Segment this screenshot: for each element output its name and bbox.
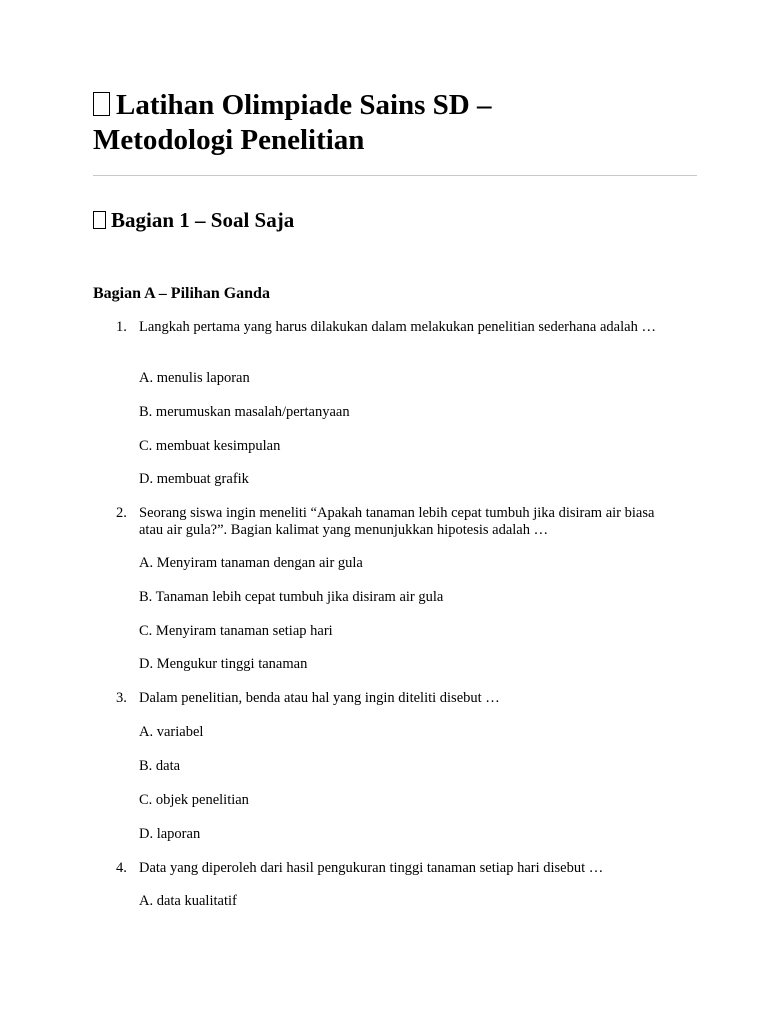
question-number: 4. bbox=[116, 860, 127, 876]
section-heading bbox=[93, 207, 294, 233]
unknown-glyph-icon bbox=[93, 211, 106, 229]
title-line-1: Latihan Olimpiade Sains SD – bbox=[116, 89, 492, 121]
option-2c: C. Menyiram tanaman setiap hari bbox=[139, 623, 333, 639]
option-2d: D. Mengukur tinggi tanaman bbox=[139, 656, 308, 672]
question-text: Dalam penelitian, benda atau hal yang ingin diteliti disebut … bbox=[139, 690, 500, 706]
option-1b: B. merumuskan masalah/pertanyaan bbox=[139, 404, 350, 420]
option-3d: D. laporan bbox=[139, 826, 201, 842]
option-3c: C. objek penelitian bbox=[139, 792, 249, 808]
question-number: 1. bbox=[116, 319, 127, 335]
question-number: 3. bbox=[116, 690, 127, 706]
option-2b: B. Tanaman lebih cepat tumbuh jika disiram air gula bbox=[139, 589, 444, 605]
title-line-2: Metodologi Penelitian bbox=[93, 124, 365, 156]
option-3b: B. data bbox=[139, 758, 181, 774]
page-title bbox=[93, 88, 697, 158]
section-heading-text: Bagian 1 – Soal Saja bbox=[111, 208, 295, 232]
option-3a: A. variabel bbox=[139, 724, 204, 740]
question-number: 2. bbox=[116, 505, 127, 521]
question-text: Langkah pertama yang harus dilakukan dalam melakukan penelitian sederhana adalah … bbox=[139, 319, 656, 335]
subsection-heading: Bagian A – Pilihan Ganda bbox=[93, 285, 270, 302]
option-1c: C. membuat kesimpulan bbox=[139, 438, 281, 454]
horizontal-divider bbox=[93, 175, 697, 176]
question-text: Seorang siswa ingin meneliti “Apakah tanaman lebih cepat tumbuh jika disiram air biasa atau air gula?”. Bagian kalimat yang menunjukkan hipotesis adalah … bbox=[139, 505, 655, 538]
question-text: Data yang diperoleh dari hasil pengukuran tinggi tanaman setiap hari disebut … bbox=[139, 860, 604, 876]
option-2a: A. Menyiram tanaman dengan air gula bbox=[139, 555, 363, 571]
unknown-glyph-icon bbox=[93, 92, 110, 116]
option-1d: D. membuat grafik bbox=[139, 471, 249, 487]
option-1a: A. menulis laporan bbox=[139, 370, 250, 386]
option-4a: A. data kualitatif bbox=[139, 893, 237, 909]
